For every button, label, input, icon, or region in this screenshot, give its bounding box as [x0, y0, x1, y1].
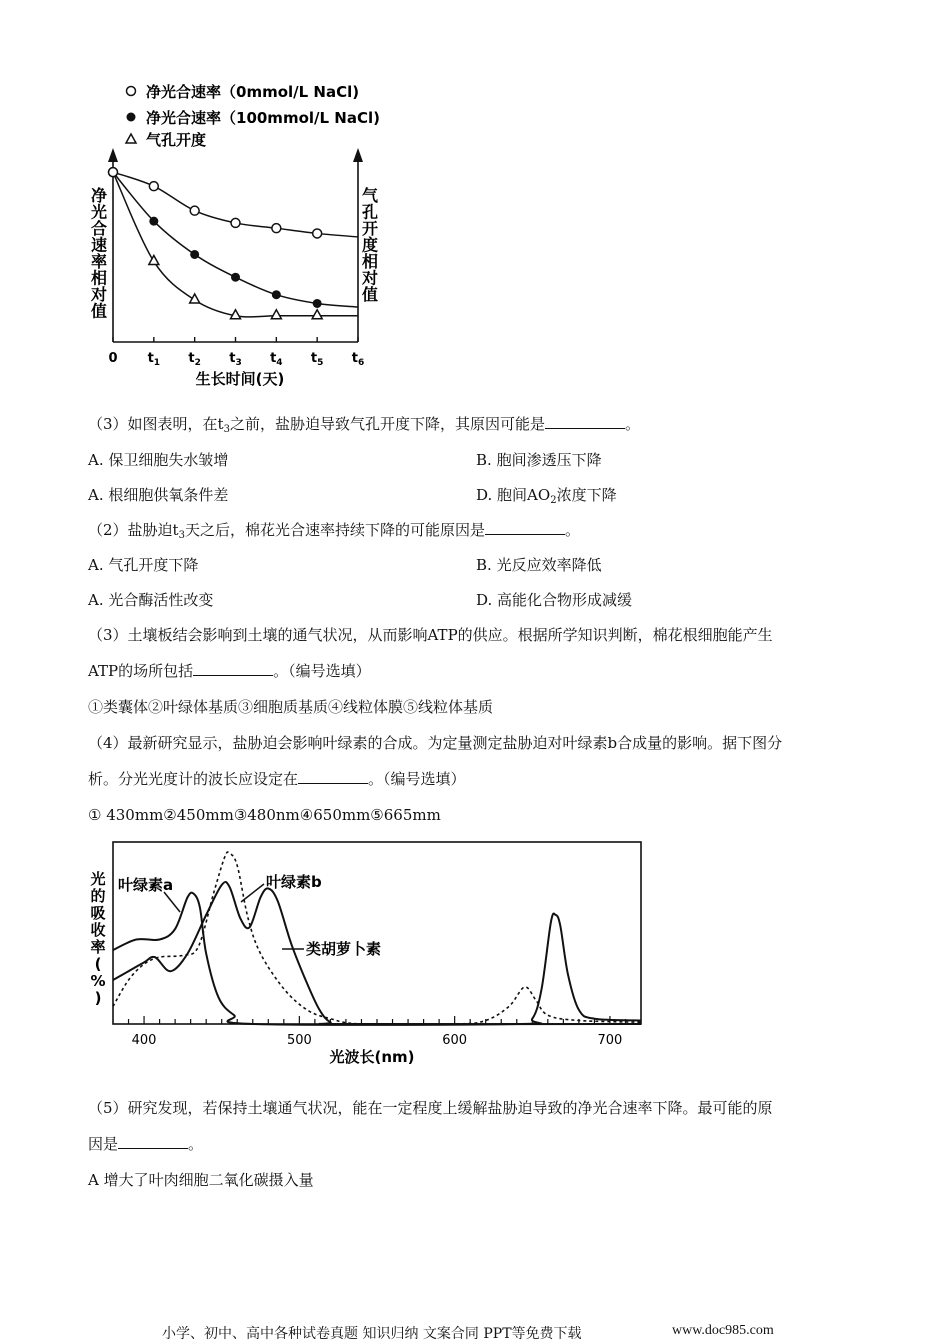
- pointer-chlorophyll-a: [164, 892, 180, 912]
- chart1-tick-label: $t_1$: [147, 351, 161, 368]
- absorption-spectrum-chart: [80, 830, 660, 1079]
- chart1-tick-label: $t_5$: [310, 351, 324, 368]
- vertical-label-char: 对: [90, 285, 108, 304]
- q2-number: （2）: [88, 521, 128, 539]
- chart1-tick-label: $t_6$: [351, 351, 365, 368]
- chart1-point-filled-circle: [313, 299, 322, 308]
- chart1-point-filled-circle: [190, 250, 199, 259]
- q4-choices: ① 430mm②450mm③480nm④650mm⑤665mm: [88, 806, 441, 824]
- q4-answer-blank[interactable]: [298, 769, 368, 784]
- chart2-xlabel: 光波长(nm): [329, 1048, 415, 1066]
- chart2-series-1: [113, 893, 641, 1025]
- chart1-series-line-3: [113, 172, 358, 317]
- chart1-series-line-2: [113, 172, 358, 307]
- q1-option-c[interactable]: A. 根细胞供氧条件差: [88, 486, 229, 504]
- q3-line2: ATP的场所包括 。（编号选填）: [88, 662, 371, 680]
- q2-option-c[interactable]: A. 光合酶活性改变: [88, 591, 214, 609]
- vertical-label-char: 率: [90, 938, 106, 956]
- chart1-point-filled-circle: [272, 290, 281, 299]
- vertical-label-char: 气: [361, 186, 379, 205]
- legend-triangle-icon: [126, 134, 136, 143]
- q1-option-d[interactable]: D. 胞间$AO_2$浓度下降: [476, 486, 617, 506]
- vertical-label-char: 值: [361, 285, 379, 304]
- chart2-svg: [80, 830, 660, 1075]
- chart1-legend: [126, 83, 380, 149]
- q5-line2: 因是 。: [88, 1135, 204, 1153]
- vertical-label-char: 孔: [361, 202, 379, 222]
- legend-label-3: 气孔开度: [146, 131, 207, 149]
- q2-option-d[interactable]: D. 高能化合物形成减缓: [476, 591, 633, 609]
- net-photosynthesis-chart: [0, 0, 420, 404]
- vertical-label-char: 合: [90, 219, 108, 238]
- q2-option-a[interactable]: A. 气孔开度下降: [88, 556, 199, 574]
- chart1-tick-label: $t_3$: [229, 351, 242, 368]
- q2-option-b[interactable]: B. 光反应效率降低: [476, 556, 602, 574]
- vertical-label-char: 速: [90, 235, 108, 255]
- q3-line1: （3）土壤板结会影响到土壤的通气状况，从而影响ATP的供应。根据所学知识判断，棉花根细胞能产生: [88, 626, 773, 644]
- q1-answer-blank[interactable]: [545, 414, 625, 429]
- chart1-svg: [0, 0, 420, 400]
- vertical-label-char: 开: [361, 219, 379, 238]
- q2-answer-blank[interactable]: [485, 520, 565, 535]
- vertical-label-char: 的: [90, 887, 106, 905]
- chart2-tick-label: 600: [442, 1033, 468, 1048]
- q1-option-b[interactable]: B. 胞间渗透压下降: [476, 451, 602, 469]
- chart1-point-triangle: [271, 310, 281, 319]
- label-carotenoid: 类胡萝卜素: [306, 940, 382, 958]
- legend-open-circle-icon: [127, 87, 136, 96]
- chart2-tick-label: 700: [597, 1033, 623, 1048]
- chart1-point-open-circle: [190, 206, 199, 215]
- q4-line2: 析。分光光度计的波长应设定在 。（编号选填）: [88, 770, 466, 788]
- label-chlorophyll-b: 叶绿素b: [266, 873, 322, 891]
- q5-option-a[interactable]: A 增大了叶肉细胞二氧化碳摄入量: [88, 1171, 314, 1189]
- q1-stem-sub: 3: [223, 424, 230, 435]
- q2-end: 。: [564, 521, 580, 539]
- q5-line1: （5）研究发现，若保持土壤通气状况，能在一定程度上缓解盐胁迫导致的净光合速率下降。最可能的原: [88, 1099, 773, 1117]
- q1-end: 。: [624, 415, 640, 433]
- vertical-label-char: 光: [90, 202, 108, 222]
- vertical-label-char: 收: [90, 921, 106, 939]
- vertical-label-char: 净: [90, 186, 108, 205]
- chart1-point-filled-circle: [149, 217, 158, 226]
- q2-stem-after: 天之后，棉花光合速率持续下降的可能原因是: [184, 521, 485, 539]
- vertical-label-char: 光: [90, 870, 106, 888]
- vertical-label-char: 度: [361, 235, 379, 255]
- vertical-label-char: 相: [361, 252, 379, 271]
- chart2-ylabel: [90, 870, 105, 1007]
- vertical-label-char: 值: [90, 301, 108, 321]
- q2-stem-before: 盐胁迫t: [127, 521, 179, 539]
- q4-line1: （4）最新研究显示，盐胁迫会影响叶绿素的合成。为定量测定盐胁迫对叶绿素b合成量的影响。据下图分: [88, 734, 783, 752]
- q1-stem-before: 如图表明，在t: [127, 415, 224, 433]
- chart1-point-filled-circle: [231, 273, 240, 282]
- chart2-tick-label: 500: [286, 1033, 312, 1048]
- chart2-tick-label: 400: [131, 1033, 157, 1048]
- vertical-label-char: %: [90, 972, 106, 990]
- legend-label-1: 净光合速率（0mmol/L NaCl): [146, 83, 360, 101]
- chart1-point-open-circle: [313, 229, 322, 238]
- q1-stem: [88, 414, 640, 440]
- chart1-point-triangle: [231, 310, 241, 319]
- q3-answer-blank[interactable]: [193, 661, 273, 676]
- vertical-label-char: 对: [361, 268, 379, 288]
- q2-stem-sub: 3: [178, 530, 185, 541]
- vertical-label-char: 率: [90, 252, 108, 271]
- q2-stem: [88, 520, 580, 546]
- q3-choices: ①类囊体②叶绿体基质③细胞质基质④线粒体膜⑤线粒体基质: [88, 698, 494, 716]
- vertical-label-char: (: [94, 955, 102, 973]
- chart1-ylabel-left: [90, 186, 107, 321]
- q5-answer-blank[interactable]: [118, 1134, 188, 1149]
- chart1-ylabel-right: [361, 186, 379, 304]
- chart1-tick-label: 0: [108, 351, 118, 366]
- vertical-label-char: 吸: [90, 904, 106, 922]
- chart1-point-triangle: [312, 310, 322, 319]
- label-chlorophyll-a: 叶绿素a: [118, 876, 174, 894]
- chart1-origin-point: [109, 168, 118, 177]
- chart1-tick-label: $t_2$: [188, 351, 201, 368]
- chart1-point-open-circle: [231, 218, 240, 227]
- q1-option-a[interactable]: A. 保卫细胞失水皱增: [88, 451, 229, 469]
- chart1-point-open-circle: [272, 224, 281, 233]
- vertical-label-char: ): [94, 989, 102, 1007]
- q1-stem-after: 之前，盐胁迫导致气孔开度下降，其原因可能是: [229, 415, 545, 433]
- footer-text: 小学、初中、高中各种试卷真题 知识归纳 文案合同 PPT等免费下载: [162, 1326, 582, 1342]
- chart1-right-arrow-icon: [353, 148, 363, 162]
- vertical-label-char: 相: [90, 268, 108, 288]
- chart1-point-open-circle: [149, 182, 158, 191]
- chart1-tick-label: $t_4$: [270, 351, 283, 368]
- footer-url[interactable]: www.doc985.com: [672, 1323, 774, 1338]
- legend-label-2: 净光合速率（100mmol/L NaCl): [146, 109, 380, 127]
- chart1-left-arrow-icon: [108, 148, 118, 162]
- chart1-xlabel: 生长时间(天): [195, 370, 285, 388]
- legend-filled-circle-icon: [127, 113, 136, 122]
- q1-number: （3）: [88, 415, 128, 433]
